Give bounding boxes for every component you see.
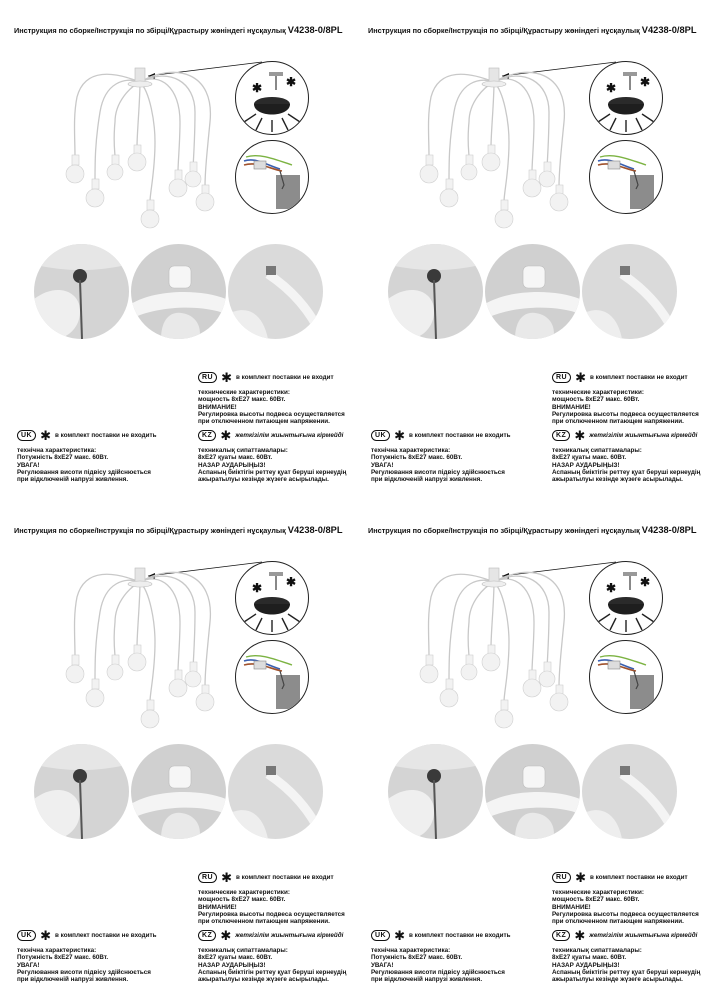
uk-line: при відключеній напрузі живлення. xyxy=(371,476,483,484)
ru-line: при отключенном питающем напряжении. xyxy=(198,918,330,926)
uk-line: технічна характеристика: xyxy=(17,947,97,954)
uk-line: Регулювання висоти підвісу здійснюється xyxy=(371,968,505,976)
uk-note: в комплект поставки не входить xyxy=(55,431,157,439)
ru-badge: RU xyxy=(552,372,571,383)
kz-line: 8xE27 қуаты макс. 60Вт. xyxy=(552,954,627,962)
star-icon: ✱ xyxy=(574,928,586,943)
kz-badge: KZ xyxy=(552,930,570,941)
wiring-detail xyxy=(589,640,663,714)
ru-line: при отключенном питающем напряжении. xyxy=(198,418,330,426)
sheet-title xyxy=(368,25,697,35)
ru-line: Регулировка высоты подвеса осуществляется xyxy=(552,910,699,918)
ru-line: ВНИМАНИЕ! xyxy=(198,903,237,911)
instruction-sheet xyxy=(0,500,353,1000)
chandelier-illustration xyxy=(55,562,225,732)
ru-note: в комплект поставки не входит xyxy=(590,373,688,381)
kz-badge: KZ xyxy=(198,430,216,441)
kz-line: 8xE27 қуаты макс. 60Вт. xyxy=(198,454,273,462)
model-code: V4238-0/8PL xyxy=(641,25,697,35)
kz-note: жеткізілім жиынтығына кірмейді xyxy=(589,931,698,939)
ru-note: в комплект поставки не входит xyxy=(590,873,688,881)
star-icon: ✱ xyxy=(394,428,406,443)
uk-line: УВАГА! xyxy=(371,461,394,469)
kz-line: техникалық сипаттамалары: xyxy=(198,447,288,454)
star-icon: ✱ xyxy=(575,370,587,385)
kz-line: Аспаның биіктігін реттеу қуат беруші кернеудің xyxy=(198,968,347,976)
uk-line: Потужність 8xE27 макс. 60Вт. xyxy=(371,454,463,462)
wiring-detail xyxy=(235,140,309,214)
chandelier-illustration xyxy=(409,62,579,232)
star-icon: ✱ xyxy=(221,370,233,385)
ru-line: ВНИМАНИЕ! xyxy=(552,403,591,411)
assembly-photo-3 xyxy=(228,244,323,339)
assembly-photo-3 xyxy=(228,744,323,839)
ru-section xyxy=(198,872,345,925)
ceiling-mount-icon xyxy=(236,562,308,634)
svg-text:✱: ✱ xyxy=(286,575,297,589)
kz-line: ажыратылуы кезінде жүзеге асырылады. xyxy=(198,476,329,484)
uk-line: технічна характеристика: xyxy=(17,447,97,454)
kz-line: техникалық сипаттамалары: xyxy=(198,947,288,954)
uk-section xyxy=(17,430,157,483)
ceiling-mount-icon xyxy=(590,62,662,134)
uk-section xyxy=(371,430,511,483)
kz-section xyxy=(198,930,346,983)
ru-line: технические характеристики: xyxy=(552,889,644,896)
ru-line: при отключенном питающем напряжении. xyxy=(552,918,684,926)
uk-line: технічна характеристика: xyxy=(371,447,451,454)
kz-line: техникалық сипаттамалары: xyxy=(552,447,642,454)
sheet-title xyxy=(14,525,343,535)
uk-note: в комплект поставки не входить xyxy=(409,431,511,439)
kz-line: ажыратылуы кезінде жүзеге асырылады. xyxy=(552,476,683,484)
kz-line: техникалық сипаттамалары: xyxy=(552,947,642,954)
ru-line: мощность 8xE27 макс. 60Вт. xyxy=(552,896,640,904)
ru-line: при отключенном питающем напряжении. xyxy=(552,418,684,426)
ru-section xyxy=(552,372,699,425)
uk-line: Потужність 8xE27 макс. 60Вт. xyxy=(17,454,109,462)
wiring-icon xyxy=(590,141,662,213)
model-code: V4238-0/8PL xyxy=(287,525,343,535)
svg-text:✱: ✱ xyxy=(640,75,651,89)
ceiling-mount-detail xyxy=(235,61,309,135)
uk-line: Регулювання висоти підвісу здійснюється xyxy=(371,468,505,476)
star-icon: ✱ xyxy=(575,870,587,885)
uk-badge: UK xyxy=(17,930,36,941)
sheet-title xyxy=(14,25,343,35)
ru-badge: RU xyxy=(198,372,217,383)
star-icon: ✱ xyxy=(40,428,52,443)
kz-badge: KZ xyxy=(552,430,570,441)
ru-line: технические характеристики: xyxy=(198,889,290,896)
assembly-photo-3 xyxy=(582,744,677,839)
kz-section xyxy=(552,930,700,983)
ru-line: технические характеристики: xyxy=(198,389,290,396)
ceiling-mount-icon xyxy=(236,62,308,134)
title-prefix: Инструкция по сборке/Інструкція по збірці/Құрастыру жөніндегі нұсқаулық xyxy=(14,26,286,35)
kz-line: 8xE27 қуаты макс. 60Вт. xyxy=(552,454,627,462)
instruction-sheet xyxy=(0,0,353,500)
uk-line: УВАГА! xyxy=(17,961,40,969)
ru-line: мощность 8xE27 макс. 60Вт. xyxy=(552,396,640,404)
ru-line: технические характеристики: xyxy=(552,389,644,396)
uk-line: Регулювання висоти підвісу здійснюється xyxy=(17,968,151,976)
ru-note: в комплект поставки не входит xyxy=(236,373,334,381)
kz-line: НАЗАР АУДАРЫҢЫЗ! xyxy=(198,461,266,469)
title-prefix: Инструкция по сборке/Інструкція по збірці/Құрастыру жөніндегі нұсқаулық xyxy=(14,526,286,535)
wiring-icon xyxy=(236,641,308,713)
wiring-icon xyxy=(236,141,308,213)
assembly-photo-2 xyxy=(485,744,580,839)
star-icon: ✱ xyxy=(40,928,52,943)
ru-note: в комплект поставки не входит xyxy=(236,873,334,881)
kz-line: ажыратылуы кезінде жүзеге асырылады. xyxy=(552,976,683,984)
chandelier-illustration xyxy=(55,62,225,232)
uk-note: в комплект поставки не входить xyxy=(55,931,157,939)
kz-badge: KZ xyxy=(198,930,216,941)
kz-line: ажыратылуы кезінде жүзеге асырылады. xyxy=(198,976,329,984)
ru-badge: RU xyxy=(198,872,217,883)
uk-badge: UK xyxy=(371,430,390,441)
ru-line: мощность 8xE27 макс. 60Вт. xyxy=(198,396,286,404)
uk-section xyxy=(17,930,157,983)
kz-line: Аспаның биіктігін реттеу қуат беруші кернеудің xyxy=(552,468,701,476)
ru-section xyxy=(552,872,699,925)
assembly-photo-2 xyxy=(485,244,580,339)
uk-line: при відключеній напрузі живлення. xyxy=(17,476,129,484)
model-code: V4238-0/8PL xyxy=(287,25,343,35)
ceiling-mount-detail xyxy=(589,561,663,635)
star-icon: ✱ xyxy=(220,928,232,943)
kz-note: жеткізілім жиынтығына кірмейді xyxy=(235,931,344,939)
kz-section xyxy=(198,430,346,483)
uk-badge: UK xyxy=(371,930,390,941)
wiring-detail xyxy=(589,140,663,214)
svg-text:✱: ✱ xyxy=(640,575,651,589)
kz-line: НАЗАР АУДАРЫҢЫЗ! xyxy=(198,961,266,969)
star-icon: ✱ xyxy=(221,870,233,885)
ceiling-mount-detail xyxy=(589,61,663,135)
title-prefix: Инструкция по сборке/Інструкція по збірці/Құрастыру жөніндегі нұсқаулық xyxy=(368,26,640,35)
uk-note: в комплект поставки не входить xyxy=(409,931,511,939)
ru-line: Регулировка высоты подвеса осуществляется xyxy=(198,410,345,418)
kz-note: жеткізілім жиынтығына кірмейді xyxy=(589,431,698,439)
kz-line: НАЗАР АУДАРЫҢЫЗ! xyxy=(552,961,620,969)
svg-text:✱: ✱ xyxy=(286,75,297,89)
ru-section xyxy=(198,372,345,425)
assembly-photo-3 xyxy=(582,244,677,339)
ceiling-mount-icon xyxy=(590,562,662,634)
assembly-photo-1 xyxy=(388,244,483,339)
uk-line: технічна характеристика: xyxy=(371,947,451,954)
ru-badge: RU xyxy=(552,872,571,883)
svg-text:✱: ✱ xyxy=(606,581,617,595)
star-icon: ✱ xyxy=(574,428,586,443)
uk-line: Потужність 8xE27 макс. 60Вт. xyxy=(371,954,463,962)
kz-line: 8xE27 қуаты макс. 60Вт. xyxy=(198,954,273,962)
svg-text:✱: ✱ xyxy=(606,81,617,95)
chandelier-illustration xyxy=(409,562,579,732)
uk-section xyxy=(371,930,511,983)
uk-line: УВАГА! xyxy=(17,461,40,469)
sheet-title xyxy=(368,525,697,535)
star-icon: ✱ xyxy=(220,428,232,443)
instruction-sheet xyxy=(354,0,707,500)
ceiling-mount-detail xyxy=(235,561,309,635)
star-icon: ✱ xyxy=(394,928,406,943)
wiring-icon xyxy=(590,641,662,713)
uk-line: при відключеній напрузі живлення. xyxy=(17,976,129,984)
kz-note: жеткізілім жиынтығына кірмейді xyxy=(235,431,344,439)
assembly-photo-2 xyxy=(131,744,226,839)
uk-line: Регулювання висоти підвісу здійснюється xyxy=(17,468,151,476)
ru-line: ВНИМАНИЕ! xyxy=(198,403,237,411)
assembly-photo-1 xyxy=(388,744,483,839)
kz-section xyxy=(552,430,700,483)
model-code: V4238-0/8PL xyxy=(641,525,697,535)
assembly-photo-1 xyxy=(34,744,129,839)
wiring-detail xyxy=(235,640,309,714)
uk-line: при відключеній напрузі живлення. xyxy=(371,976,483,984)
ru-line: Регулировка высоты подвеса осуществляется xyxy=(198,910,345,918)
ru-line: мощность 8xE27 макс. 60Вт. xyxy=(198,896,286,904)
title-prefix: Инструкция по сборке/Інструкція по збірці/Құрастыру жөніндегі нұсқаулық xyxy=(368,526,640,535)
assembly-photo-2 xyxy=(131,244,226,339)
uk-badge: UK xyxy=(17,430,36,441)
instruction-sheet xyxy=(354,500,707,1000)
uk-line: УВАГА! xyxy=(371,961,394,969)
ru-line: ВНИМАНИЕ! xyxy=(552,903,591,911)
svg-text:✱: ✱ xyxy=(252,581,263,595)
kz-line: НАЗАР АУДАРЫҢЫЗ! xyxy=(552,461,620,469)
assembly-photo-1 xyxy=(34,244,129,339)
ru-line: Регулировка высоты подвеса осуществляется xyxy=(552,410,699,418)
kz-line: Аспаның биіктігін реттеу қуат беруші кернеудің xyxy=(198,468,347,476)
kz-line: Аспаның биіктігін реттеу қуат беруші кернеудің xyxy=(552,968,701,976)
svg-text:✱: ✱ xyxy=(252,81,263,95)
uk-line: Потужність 8xE27 макс. 60Вт. xyxy=(17,954,109,962)
